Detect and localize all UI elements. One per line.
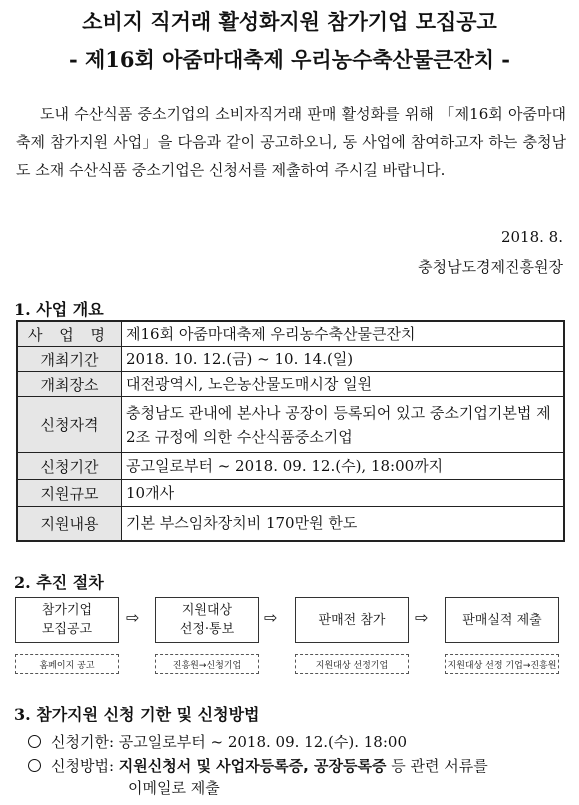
flow-step-3: 판매전 참가 xyxy=(295,597,409,643)
row-key: 지원내용 xyxy=(17,507,122,541)
flow-step-1-note: 홈페이지 공고 xyxy=(15,654,119,674)
row-value: 대전광역시, 노은농산물도매시장 일원 xyxy=(122,372,565,397)
method-rest: 등 관련 서류를 xyxy=(391,757,488,775)
table-row xyxy=(17,372,564,397)
circle-bullet-icon xyxy=(28,759,41,772)
flow-step-1: 참가기업 모집공고 xyxy=(15,597,119,643)
table-row xyxy=(17,321,564,347)
table-row xyxy=(17,507,564,541)
flow-arrow-icon: ⇨ xyxy=(126,608,140,627)
notice-subtitle: - 제16회 아줌마대축제 우리농수축산물큰잔치 - xyxy=(68,47,511,72)
flow-step-4: 판매실적 제출 xyxy=(445,597,559,643)
table-row xyxy=(17,397,564,453)
section-heading-overview: 1. 사업 개요 xyxy=(14,300,104,319)
row-value: 공고일로부터 ~ 2018. 09. 12.(수), 18:00까지 xyxy=(122,453,565,480)
row-key: 사 업 명 xyxy=(17,321,122,347)
row-value: 제16회 아줌마대축제 우리농수축산물큰잔치 xyxy=(122,321,565,347)
issuer-name: 충청남도경제진흥원장 xyxy=(418,258,563,276)
flow-arrow-icon: ⇨ xyxy=(415,608,429,627)
table-row xyxy=(17,347,564,372)
row-key: 개최장소 xyxy=(17,372,122,397)
row-key: 신청기간 xyxy=(17,453,122,480)
deadline-item xyxy=(28,731,407,752)
intro-paragraph: 도내 수산식품 중소기업의 소비자직거래 판매 활성화를 위해 「제16회 아줌마대축제 참가지원 사업」을 다음과 같이 공고하오니, 동 사업에 참여하고자 하는 충청남도 소재 수산식품 중소기업은 신청서를 제출하여 주시길 바랍니다. xyxy=(16,105,566,179)
row-value: 기본 부스임차장치비 170만원 한도 xyxy=(122,507,565,541)
flow-step-3-note: 지원대상 선정기업 xyxy=(295,654,409,674)
circle-bullet-icon xyxy=(28,735,41,748)
section-heading-procedure: 2. 추진 절차 xyxy=(14,573,104,592)
flow-step-2-note: 진흥원→신청기업 xyxy=(155,654,259,674)
row-value: 2018. 10. 12.(금) ~ 10. 14.(일) xyxy=(122,347,565,372)
row-value: 충청남도 관내에 본사나 공장이 등록되어 있고 중소기업기본법 제2조 규정에 의한 수산식품중소기업 xyxy=(122,397,565,453)
deadline-value: 공고일로부터 ~ 2018. 09. 12.(수). 18:00 xyxy=(118,733,407,751)
overview-table xyxy=(16,320,565,542)
section-heading-application: 3. 참가지원 신청 기한 및 신청방법 xyxy=(14,705,260,724)
method-continuation: 이메일로 제출 xyxy=(128,779,220,797)
row-key: 신청자격 xyxy=(17,397,122,453)
row-value: 10개사 xyxy=(122,480,565,507)
row-key: 개최기간 xyxy=(17,347,122,372)
method-label: 신청방법: xyxy=(51,757,115,775)
flow-step-4-note: 지원대상 선정 기업→진흥원 xyxy=(445,654,559,674)
notice-title: 소비지 직거래 활성화지원 참가기업 모집공고 xyxy=(82,9,497,34)
table-row xyxy=(17,453,564,480)
deadline-label: 신청기한: xyxy=(51,733,115,751)
method-item xyxy=(28,755,568,799)
row-key: 지원규모 xyxy=(17,480,122,507)
table-row xyxy=(17,480,564,507)
notice-date: 2018. 8. xyxy=(500,228,563,246)
method-required-docs: 지원신청서 및 사업자등록증, 공장등록증 xyxy=(118,757,387,775)
flow-step-2: 지원대상 선정·통보 xyxy=(155,597,259,643)
flow-arrow-icon: ⇨ xyxy=(264,608,278,627)
